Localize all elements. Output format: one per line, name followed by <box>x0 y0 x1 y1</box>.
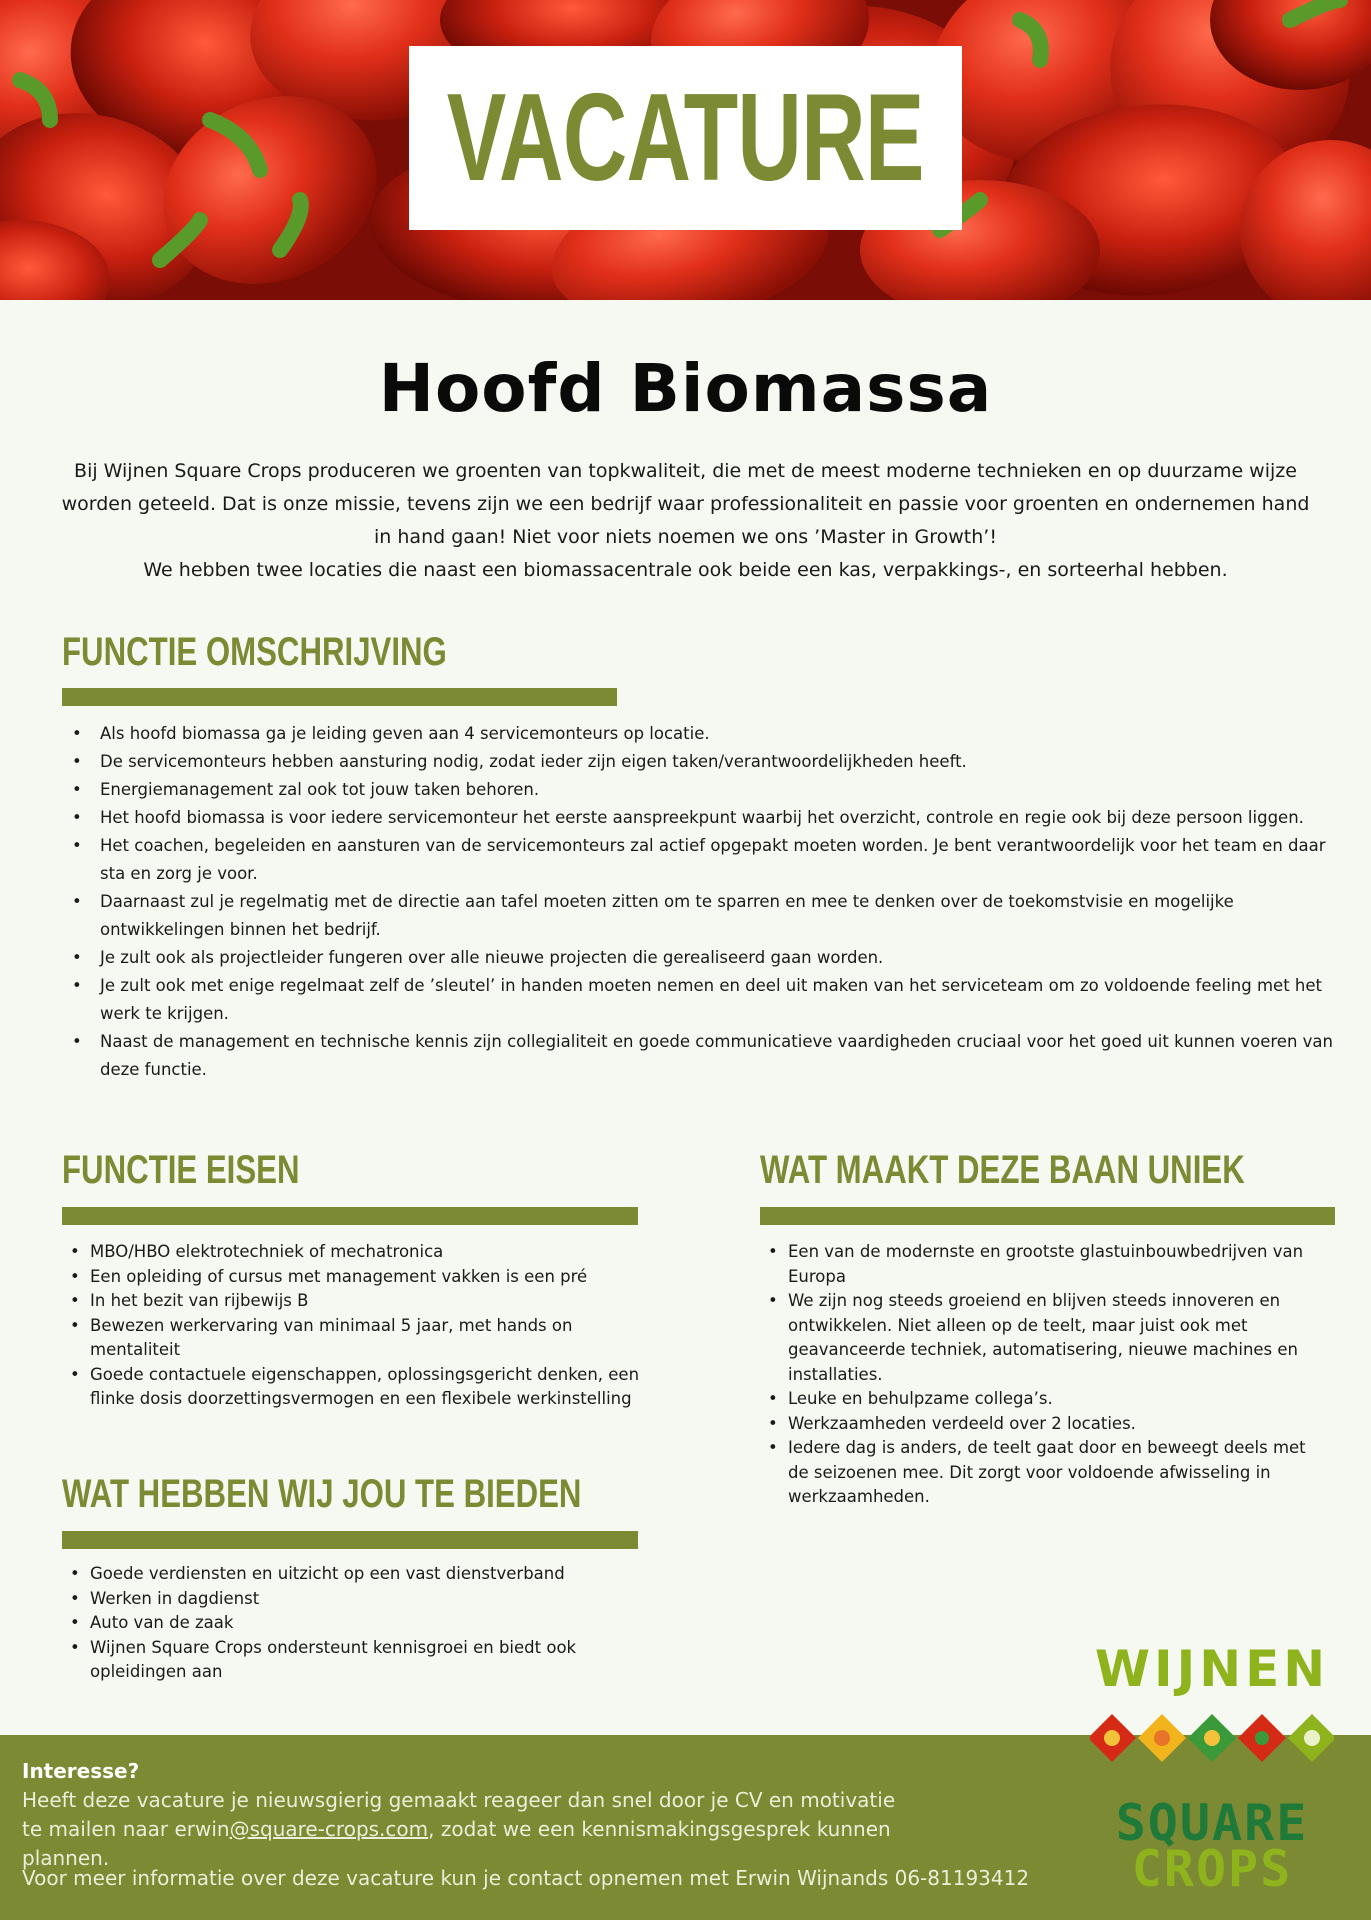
list-item: • Goede verdiensten en uitzicht op een vast dienstverband <box>64 1562 644 1587</box>
email-link[interactable]: @square-crops.com <box>229 1817 429 1841</box>
list-item: • Werkzaamheden verdeeld over 2 locaties. <box>762 1412 1317 1437</box>
intro-text <box>55 455 1316 587</box>
list-item: • Naast de management en technische kennis zijn collegialiteit en goede communicatieve vaardigheden cruciaal voor het goed uit kunnen voeren van deze functie. <box>64 1028 1334 1084</box>
list-item: • Leuke en behulpzame collega’s. <box>762 1387 1317 1412</box>
hero-title: VACATURE <box>447 69 924 207</box>
list-item: • Je zult ook met enige regelmaat zelf de ’sleutel’ in handen moeten nemen en deel uit maken van het serviceteam om zo voldoende feeling met het werk te krijgen. <box>64 972 1334 1028</box>
list-item: • MBO/HBO elektrotechniek of mechatronica <box>64 1240 644 1265</box>
list-item: • Iedere dag is anders, de teelt gaat door en beweegt deels met de seizoenen mee. Dit zorgt voor voldoende afwisseling in werkzaamheden. <box>762 1436 1317 1510</box>
section-heading-bieden: WAT HEBBEN WIJ JOU TE BIEDEN <box>62 1472 582 1516</box>
list-item: • Bewezen werkervaring van minimaal 5 jaar, met hands on mentaliteit <box>64 1314 644 1363</box>
footer-label: Interesse? <box>22 1759 140 1783</box>
uniek-list <box>762 1240 1317 1510</box>
job-title: Hoofd Biomassa <box>378 350 993 427</box>
list-item: • De servicemonteurs hebben aansturing nodig, zodat ieder zijn eigen taken/verantwoordelijkheden heeft. <box>64 748 1334 776</box>
section-heading-omschrijving: FUNCTIE OMSCHRIJVING <box>62 630 447 674</box>
logo-diamonds-icon <box>1090 1710 1334 1766</box>
intro-locations: We hebben twee locaties die naast een biomassacentrale ook beide een kas, verpakkings-, en sorteerhal hebben. <box>143 559 1228 581</box>
company-logo <box>1082 1640 1342 1898</box>
footer-contact: Voor meer informatie over deze vacature kun je contact opnemen met Erwin Wijnands 06-81193412 <box>22 1866 1030 1890</box>
section-divider <box>62 1207 638 1225</box>
list-item: • Als hoofd biomassa ga je leiding geven aan 4 servicemonteurs op locatie. <box>64 720 1334 748</box>
hero-title-box <box>409 46 962 230</box>
section-heading-eisen: FUNCTIE EISEN <box>62 1148 300 1192</box>
list-item: • Daarnaast zul je regelmatig met de directie aan tafel moeten zitten om te sparren en mee te denken over de toekomstvisie en mogelijke ontwikkelingen binnen het bedrijf. <box>64 888 1334 944</box>
list-item: • Goede contactuele eigenschappen, oplossingsgericht denken, een flinke dosis doorzettingsvermogen en een flexibele werkinstelling <box>64 1363 644 1412</box>
section-heading-uniek: WAT MAAKT DEZE BAAN UNIEK <box>760 1148 1245 1192</box>
section-divider <box>62 688 617 706</box>
omschrijving-list <box>64 720 1334 1084</box>
list-item: • Je zult ook als projectleider fungeren over alle nieuwe projecten die gerealiseerd gaan worden. <box>64 944 1334 972</box>
list-item: • Het hoofd biomassa is voor iedere servicemonteur het eerste aanspreekpunt waarbij het overzicht, controle en regie ook bij deze persoon liggen. <box>64 804 1334 832</box>
eisen-list <box>64 1240 644 1412</box>
footer-line-2-pre: te mailen naar erwin <box>22 1817 230 1841</box>
list-item: • In het bezit van rijbewijs B <box>64 1289 644 1314</box>
list-item: • Werken in dagdienst <box>64 1587 644 1612</box>
hero-banner <box>0 0 1371 300</box>
list-item: • Wijnen Square Crops ondersteunt kennisgroei en biedt ook opleidingen aan <box>64 1636 644 1685</box>
list-item: • Auto van de zaak <box>64 1611 644 1636</box>
intro-paragraph: Bij Wijnen Square Crops produceren we groenten van topkwaliteit, die met de meest moderne technieken en op duurzame wijze worden geteeld. Dat is onze missie, tevens zijn we een bedrijf waar professionaliteit en passie voor groenten en ondernemen hand in hand gaan! Niet voor niets noemen we ons ’Master in Growth’! <box>61 460 1310 548</box>
logo-wordmark-bottom: CROPS <box>1131 1840 1293 1898</box>
footer-text <box>22 1786 982 1873</box>
footer-line-1: Heeft deze vacature je nieuwsgierig gemaakt reageer dan snel door je CV en motivatie <box>22 1788 896 1812</box>
logo-wordmark-middle: SQUARE <box>1115 1794 1309 1852</box>
section-divider <box>62 1531 638 1549</box>
bieden-list <box>64 1562 644 1685</box>
list-item: • We zijn nog steeds groeiend en blijven steeds innoveren en ontwikkelen. Niet alleen op de teelt, maar juist ook met geavanceerde techniek, automatisering, nieuwe machines en installaties. <box>762 1289 1317 1387</box>
list-item: • Een van de modernste en grootste glastuinbouwbedrijven van Europa <box>762 1240 1317 1289</box>
footer-line-2-post: , zodat we een kennismakingsgesprek kunnen plannen. <box>22 1817 891 1870</box>
section-divider <box>760 1207 1335 1225</box>
logo-wordmark-top: WIJNEN <box>1094 1640 1330 1698</box>
list-item: • Energiemanagement zal ook tot jouw taken behoren. <box>64 776 1334 804</box>
list-item: • Een opleiding of cursus met management vakken is een pré <box>64 1265 644 1290</box>
list-item: • Het coachen, begeleiden en aansturen van de servicemonteurs zal actief opgepakt moeten worden. Je bent verantwoordelijk voor het team en daar sta en zorg je voor. <box>64 832 1334 888</box>
